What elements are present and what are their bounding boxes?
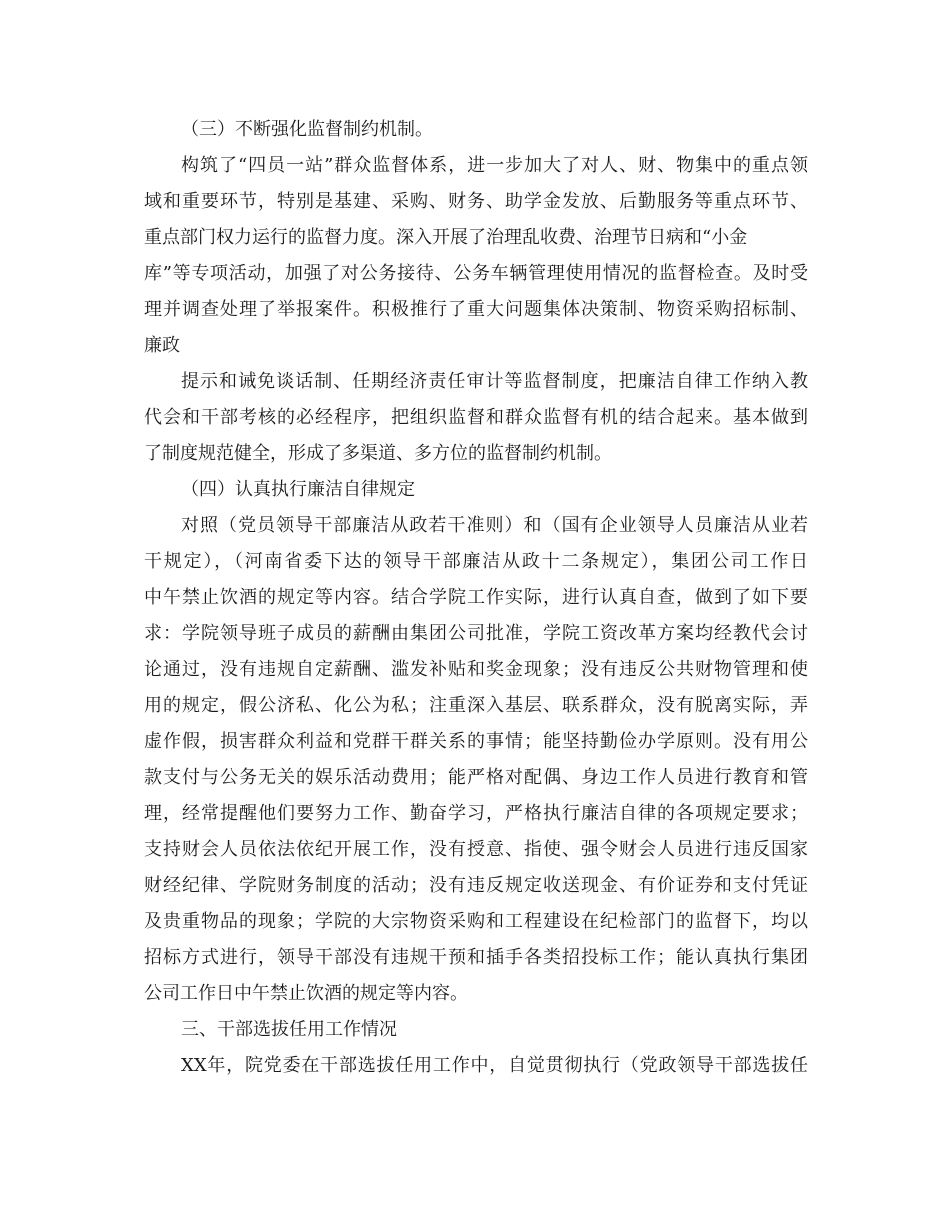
paragraph-line: 代会和干部考核的必经程序，把组织监督和群众监督有机的结合起来。基本做到 bbox=[144, 407, 808, 428]
paragraph-line: 理并调查处理了举报案件。积极推行了重大问题集体决策制、物资采购招标制、 bbox=[144, 299, 808, 320]
paragraph-line: 中午禁止饮酒的规定等内容。结合学院工作实际，进行认真自查，做到了如下要 bbox=[144, 587, 808, 608]
paragraph-line: 了制度规范健全，形成了多渠道、多方位的监督制约机制。 bbox=[144, 443, 612, 464]
paragraph-line: 虚作假，损害群众利益和党群干群关系的事情；能坚持勤俭办学原则。没有用公 bbox=[144, 731, 808, 752]
paragraph-line: 公司工作日中午禁止饮酒的规定等内容。 bbox=[144, 983, 468, 1004]
paragraph-line: 招标方式进行，领导干部没有违规干预和插手各类招投标工作；能认真执行集团 bbox=[144, 947, 808, 968]
paragraph-line: 财经纪律、学院财务制度的活动；没有违反规定收送现金、有价证券和支付凭证 bbox=[144, 875, 808, 896]
paragraph-line: XX年，院党委在干部选拔任用工作中，自觉贯彻执行（党政领导干部选拔任 bbox=[181, 1055, 808, 1076]
paragraph-line: 及贵重物品的现象；学院的大宗物资采购和工程建设在纪检部门的监督下，均以 bbox=[144, 911, 808, 932]
paragraph-line: 对照（党员领导干部廉洁从政若干准则）和（国有企业领导人员廉洁从业若 bbox=[181, 515, 808, 536]
section-heading: （四）认真执行廉洁自律规定 bbox=[181, 479, 415, 500]
paragraph-line: 用的规定，假公济私、化公为私；注重深入基层、联系群众，没有脱离实际，弄 bbox=[144, 695, 808, 716]
paragraph-line: 重点部门权力运行的监督力度。深入开展了治理乱收费、治理节日病和“小金 bbox=[144, 227, 748, 248]
paragraph-line: 干规定），（河南省委下达的领导干部廉洁从政十二条规定），集团公司工作日 bbox=[144, 551, 808, 572]
paragraph-line: 理，经常提醒他们要努力工作、勤奋学习，严格执行廉洁自律的各项规定要求； bbox=[144, 803, 808, 824]
paragraph-line: 支持财会人员依法依纪开展工作，没有授意、指使、强令财会人员进行违反国家 bbox=[144, 839, 808, 860]
section-heading: （三）不断强化监督制约机制。 bbox=[181, 119, 433, 140]
section-heading: 三、干部选拔任用工作情况 bbox=[181, 1019, 397, 1040]
paragraph-line: 库”等专项活动，加强了对公务接待、公务车辆管理使用情况的监督检查。及时受 bbox=[144, 263, 808, 284]
paragraph-line: 论通过，没有违规自定薪酬、滥发补贴和奖金现象；没有违反公共财物管理和使 bbox=[144, 659, 808, 680]
paragraph-line: 求：学院领导班子成员的薪酬由集团公司批准，学院工资改革方案均经教代会讨 bbox=[144, 623, 808, 644]
paragraph-line: 廉政 bbox=[144, 335, 180, 356]
paragraph-line: 提示和诫免谈话制、任期经济责任审计等监督制度，把廉洁自律工作纳入教 bbox=[181, 371, 808, 392]
paragraph-line: 构筑了“四员一站”群众监督体系，进一步加大了对人、财、物集中的重点领 bbox=[181, 155, 808, 176]
paragraph-line: 款支付与公务无关的娱乐活动费用；能严格对配偶、身边工作人员进行教育和管 bbox=[144, 767, 808, 788]
paragraph-line: 域和重要环节，特别是基建、采购、财务、助学金发放、后勤服务等重点环节、 bbox=[144, 191, 808, 212]
